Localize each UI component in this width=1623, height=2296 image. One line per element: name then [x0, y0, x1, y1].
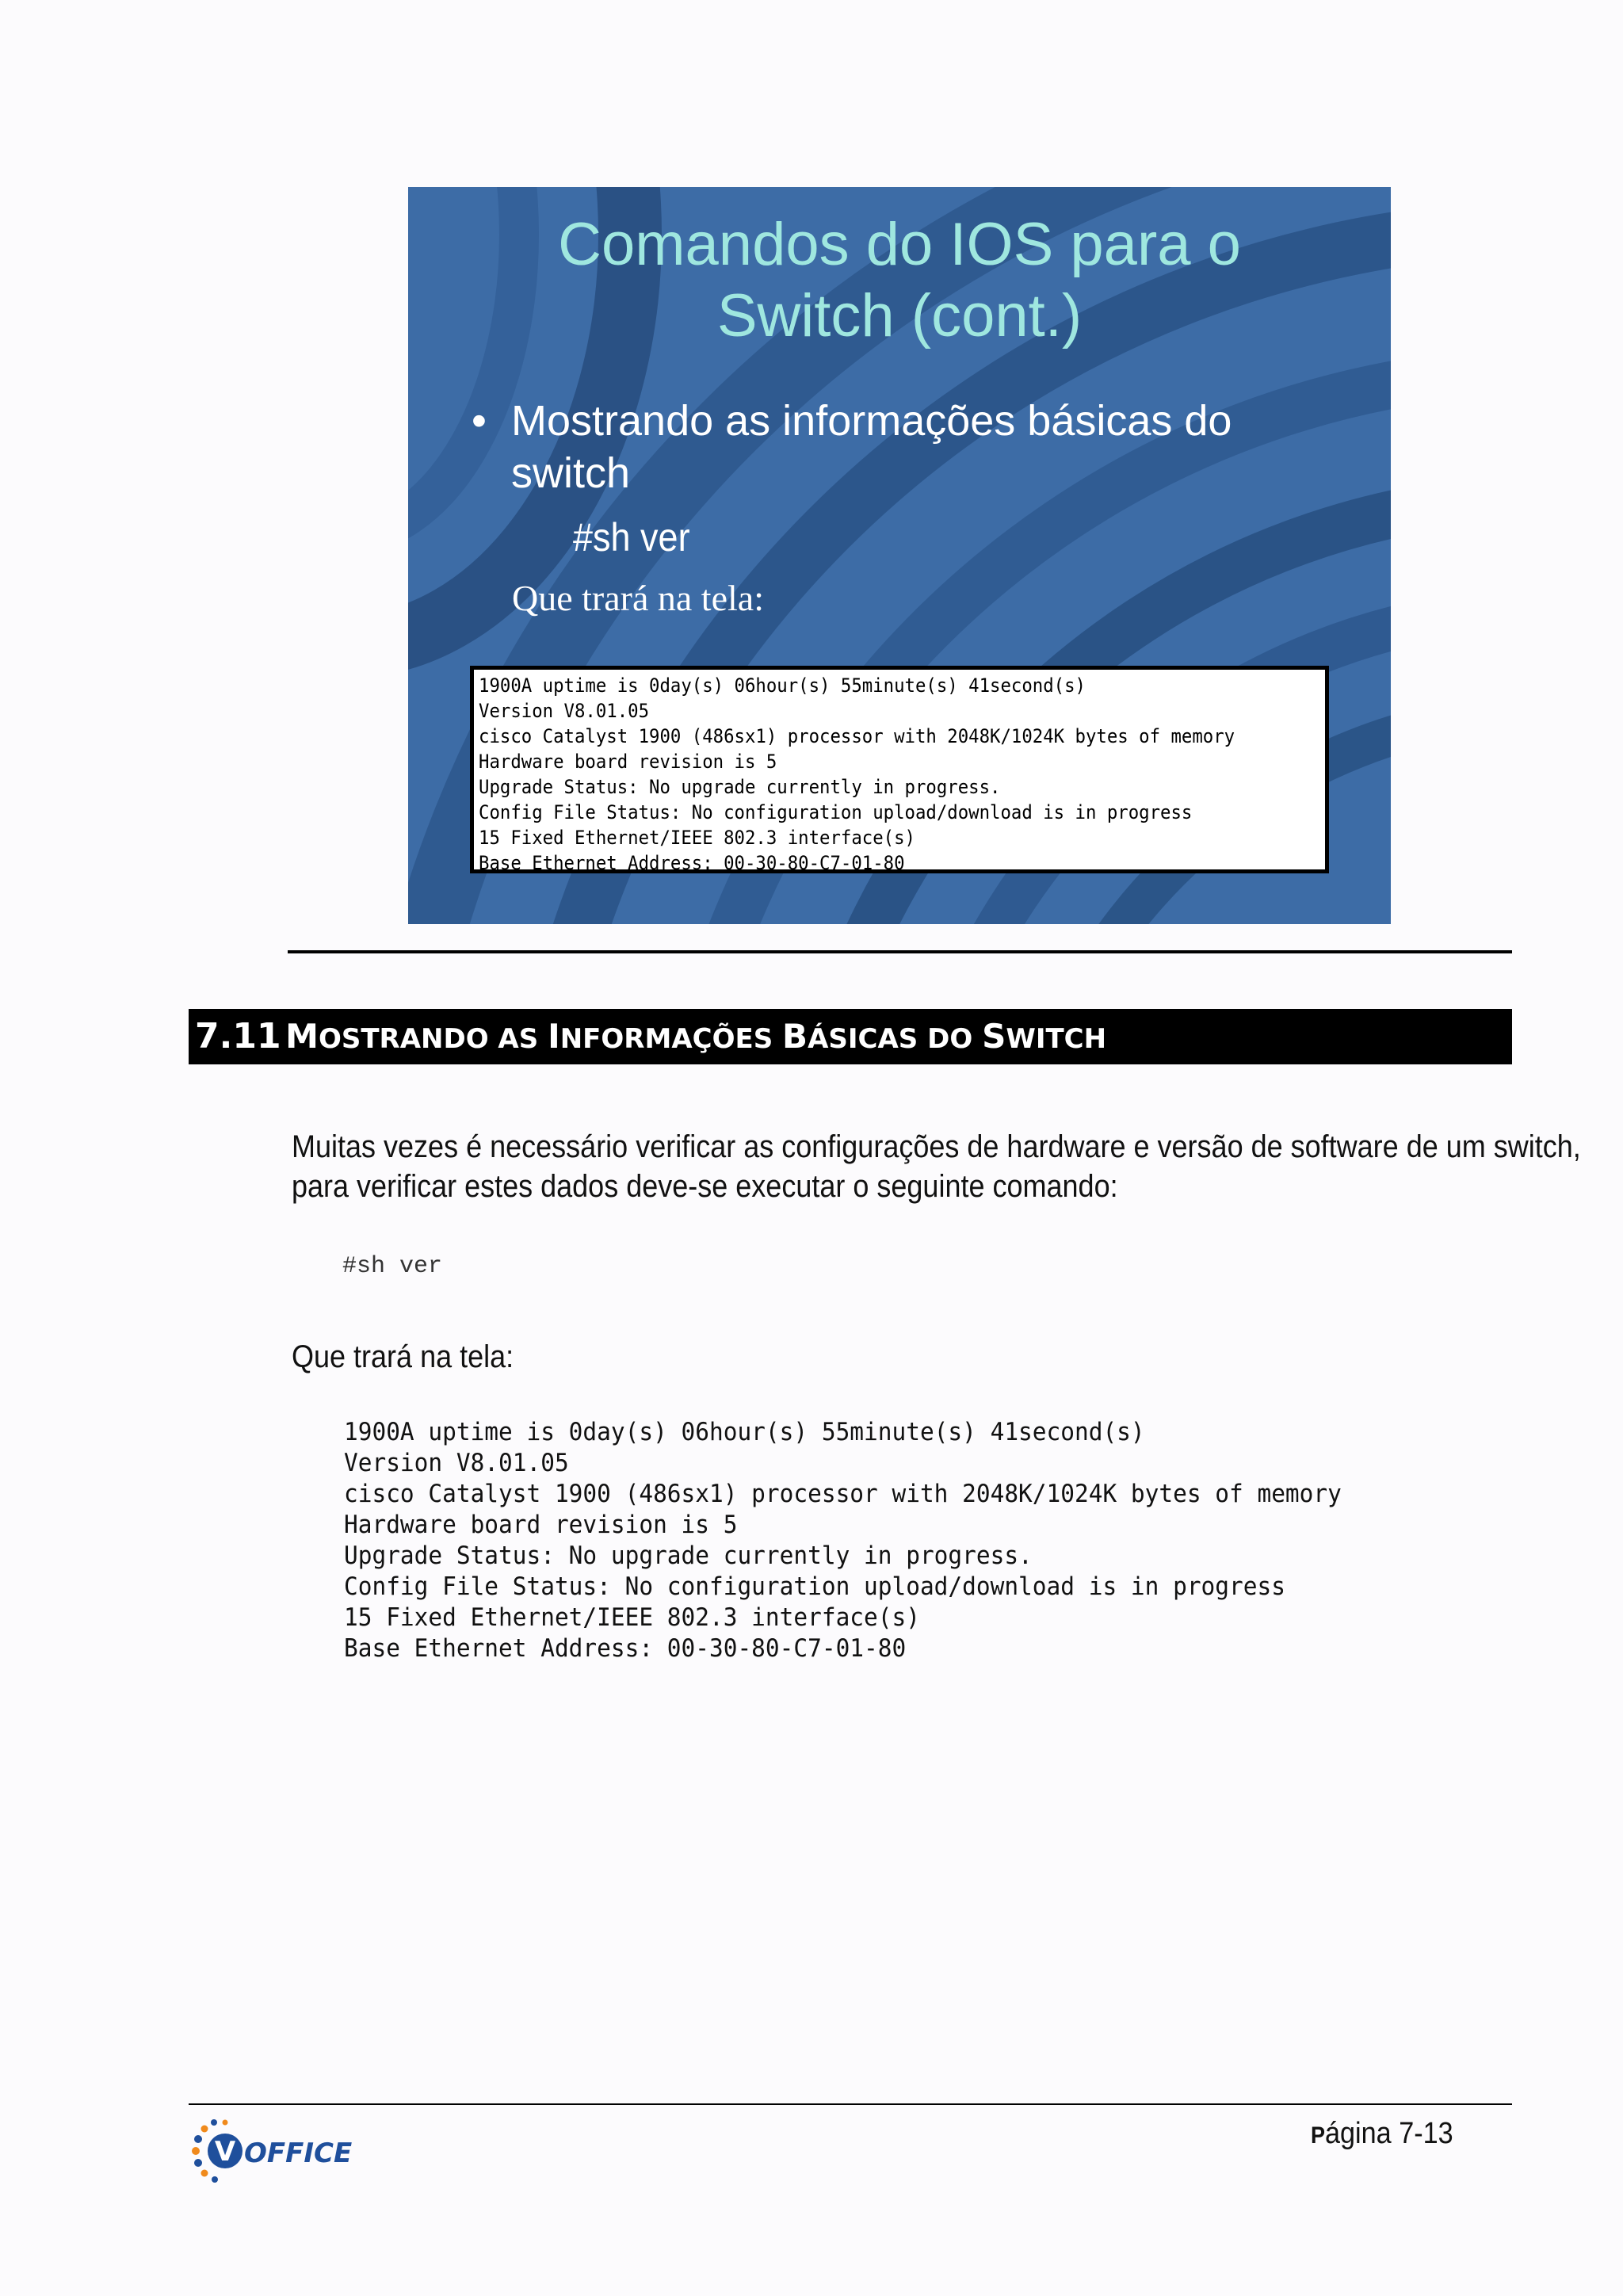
output-line: Version V8.01.05 [344, 1449, 569, 1477]
section-title-part: WITCH [1006, 1023, 1107, 1055]
output-line: 15 Fixed Ethernet/IEEE 802.3 interface(s) [344, 1603, 920, 1632]
slide-image [408, 187, 1391, 924]
slide-title-line: Switch (cont.) [716, 282, 1083, 350]
divider-rule [288, 950, 1512, 953]
section-title-part: S [982, 1017, 1006, 1056]
terminal-line: Hardware board revision is 5 [479, 751, 777, 773]
terminal-line: 1900A uptime is 0day(s) 06hour(s) 55minute(s) 41second(s) [479, 674, 1086, 697]
paragraph-line: Muitas vezes é necessário verificar as configurações de hardware e versão de software de um switch, [292, 1129, 1581, 1164]
body-paragraph [292, 1127, 1581, 1206]
section-title-part: B [782, 1017, 808, 1056]
command-code: #sh ver [342, 1253, 443, 1280]
terminal-line: Config File Status: No configuration upload/download is in progress [479, 801, 1193, 823]
logo-letter: V [214, 2136, 236, 2168]
logo-wordmark: OFFICE [244, 2137, 353, 2169]
output-caption: Que trará na tela: [292, 1339, 514, 1374]
slide-title-line: Comandos do IOS para o [558, 211, 1241, 278]
footer-rule [189, 2103, 1512, 2105]
page-label: ágina 7-13 [1325, 2117, 1453, 2150]
section-title-part: NFORMAÇÕES [559, 1023, 783, 1055]
output-line: Hardware board revision is 5 [344, 1511, 738, 1539]
slide-terminal-output [470, 666, 1329, 873]
section-title-part: ÁSICAS DO [808, 1023, 983, 1055]
slide-title [408, 209, 1391, 352]
output-line: Config File Status: No configuration upload/download is in progress [344, 1572, 1285, 1601]
slide-bullet [472, 395, 1264, 499]
slide-bullet-line: switch [511, 449, 631, 497]
output-line: Base Ethernet Address: 00-30-80-C7-01-80 [344, 1634, 907, 1663]
output-line: 1900A uptime is 0day(s) 06hour(s) 55minute(s) 41second(s) [344, 1418, 1145, 1446]
page-prefix: P [1311, 2122, 1326, 2149]
section-number: 7.11 [195, 1016, 281, 1056]
section-heading [189, 1009, 1512, 1064]
voffice-logo [190, 2113, 357, 2192]
terminal-line: 15 Fixed Ethernet/IEEE 802.3 interface(s) [479, 827, 915, 849]
section-title [285, 1017, 1107, 1056]
paragraph-line: para verificar estes dados deve-se executar o seguinte comando: [292, 1169, 1118, 1204]
output-line: cisco Catalyst 1900 (486sx1) processor with 2048K/1024K bytes of memory [344, 1480, 1342, 1508]
section-title-part: I [548, 1017, 560, 1056]
terminal-line: Upgrade Status: No upgrade currently in progress. [479, 776, 1001, 798]
slide-caption: Que trará na tela: [512, 578, 764, 618]
terminal-line: cisco Catalyst 1900 (486sx1) processor with 2048K/1024K bytes of memory [479, 725, 1235, 747]
slide-bullet-line: Mostrando as informações básicas do [511, 397, 1232, 445]
slide-command: #sh ver [573, 515, 690, 560]
section-title-part: OSTRANDO AS [318, 1023, 548, 1055]
terminal-line: Base Ethernet Address: 00-30-80-C7-01-80 [479, 852, 905, 874]
command-output [344, 1417, 1394, 1664]
output-line: Upgrade Status: No upgrade currently in progress. [344, 1541, 1033, 1570]
bullet-dot: • [472, 397, 487, 445]
terminal-line: Version V8.01.05 [479, 700, 650, 722]
section-title-part: M [285, 1017, 319, 1056]
page-number [1311, 2115, 1453, 2155]
